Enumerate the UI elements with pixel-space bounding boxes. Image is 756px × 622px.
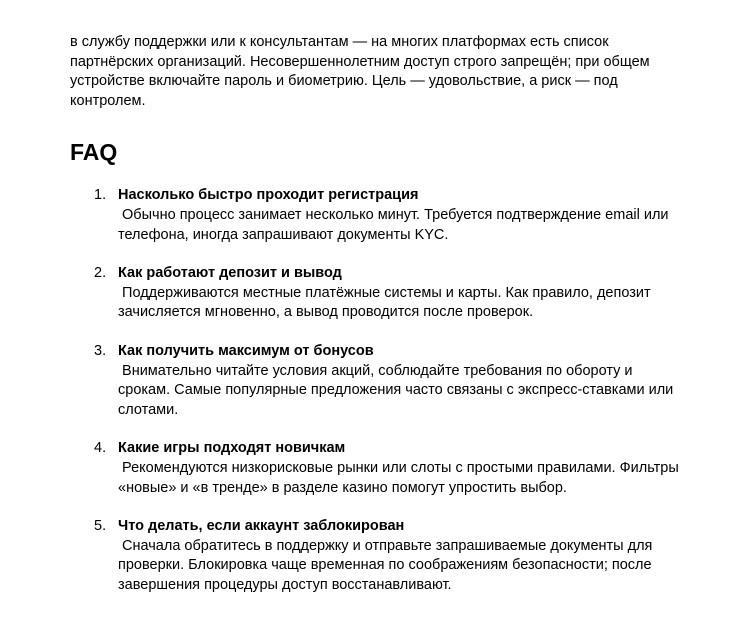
- faq-question: Какие игры подходят новичкам: [118, 440, 346, 457]
- faq-question: Что делать, если аккаунт заблокирован: [118, 518, 405, 535]
- faq-item-number: 2.: [94, 265, 107, 282]
- faq-item: [70, 186, 686, 245]
- faq-item: [70, 439, 686, 498]
- faq-item-number: 4.: [94, 440, 107, 457]
- faq-item: [70, 264, 686, 323]
- faq-answer: Сначала обратитесь в поддержку и отправьте запрашиваемые документы для проверки. Блокировка чаще временная по соображениям безопасности; после завершения процедуры доступ восстанавливают.: [118, 537, 653, 593]
- faq-answer: Внимательно читайте условия акций, соблюдайте требования по обороту и срокам. Самые популярные предложения часто связаны с экспресс-ставками или слотами.: [118, 362, 674, 418]
- faq-answer: Рекомендуются низкорисковые рынки или слоты с простыми правилами. Фильтры «новые» и «в тренде» в разделе казино помогут упростить выбор.: [118, 459, 679, 496]
- intro-paragraph: в службу поддержки или к консультантам — на многих платформах есть список партнёрских организаций. Несовершеннолетним доступ строго запрещён; при общем устройстве включайте пароль и биометрию. Цель — удовольствие, а риск — под контролем.: [70, 34, 650, 109]
- faq-list: [70, 186, 686, 595]
- faq-item: [70, 517, 686, 595]
- faq-question: Как получить максимум от бонусов: [118, 342, 374, 359]
- faq-item: [70, 342, 686, 420]
- faq-item-number: 5.: [94, 518, 107, 535]
- faq-question: Как работают депозит и вывод: [118, 265, 342, 282]
- faq-answer: Обычно процесс занимает несколько минут. Требуется подтверждение email или телефона, иногда запрашивают документы KYC.: [118, 206, 669, 243]
- faq-item-number: 1.: [94, 187, 107, 204]
- faq-item-number: 3.: [94, 342, 107, 359]
- faq-question: Насколько быстро проходит регистрация: [118, 187, 419, 204]
- faq-answer: Поддерживаются местные платёжные системы и карты. Как правило, депозит зачисляется мгновенно, а вывод проводится после проверок.: [118, 284, 651, 321]
- faq-heading: FAQ: [70, 139, 118, 166]
